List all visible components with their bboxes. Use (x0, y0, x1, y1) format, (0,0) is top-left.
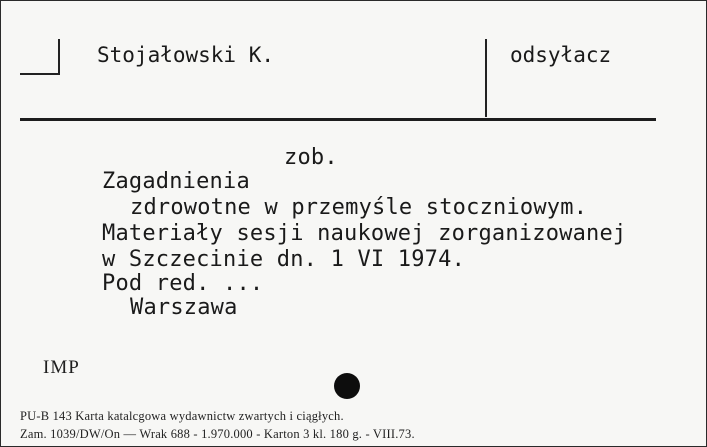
punch-hole (334, 373, 360, 399)
body-line-1: Zagadnienia (102, 169, 250, 194)
corner-mark-horizontal (20, 73, 60, 75)
heading-card-type: odsyłacz (510, 43, 612, 67)
body-line-3: Materiały sesji naukowej zorganizowanej (102, 221, 627, 246)
heading-divider (485, 39, 487, 117)
body-line-2: zdrowotne w przemyśle stoczniowym. (130, 195, 588, 220)
corner-mark-vertical (58, 39, 60, 75)
footer-line-1: PU-B 143 Karta katalcgowa wydawnictw zwartych i ciągłych. (20, 409, 344, 423)
body-line-4: w Szczecinie dn. 1 VI 1974. (102, 247, 466, 272)
reference-word: zob. (284, 145, 338, 170)
heading-rule (20, 118, 656, 121)
body-line-6: Warszawa (130, 295, 238, 320)
imp-stamp: IMP (43, 357, 80, 378)
heading-name: Stojałowski K. (97, 43, 275, 67)
footer-line-2: Zam. 1039/DW/On — Wrak 688 - 1.970.000 - Karton 3 kl. 180 g. - VIII.73. (20, 427, 415, 441)
body-line-5: Pod red. ... (102, 271, 264, 296)
